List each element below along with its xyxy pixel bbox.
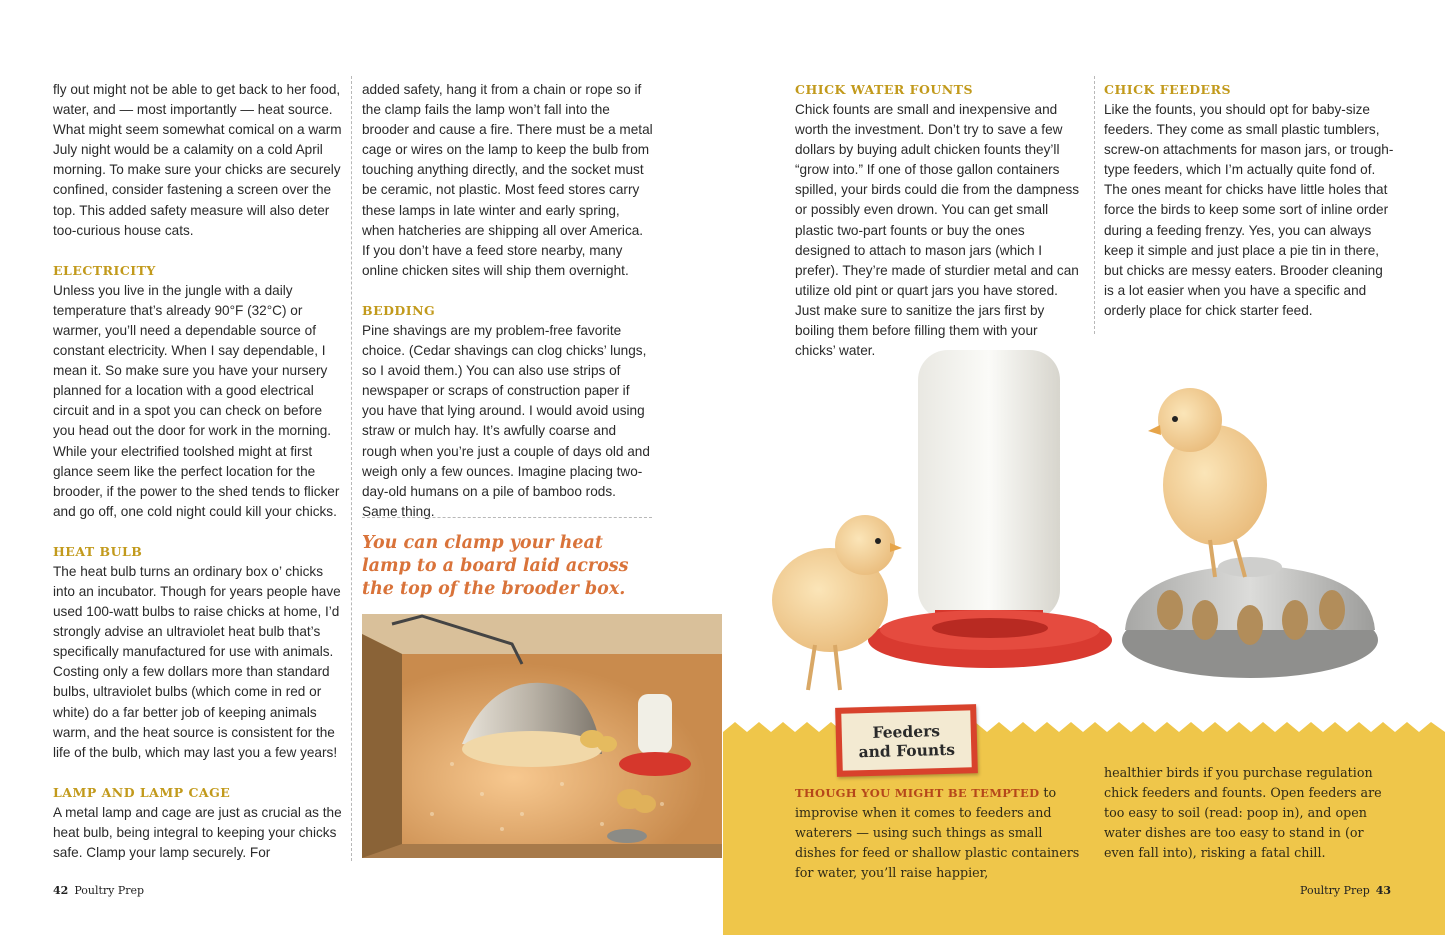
col2-intro: added safety, hang it from a chain or rope so if the clamp fails the lamp won’t fall into the brooder and cause a fire. There must be a metal cage or wires on the lamp to keep the bulb from touching anything directly, and the socket must be ceramic, not plastic. Most feed stores carry these lamps in late winter and early spring, when hatcheries are shipping all over America. If you don’t have a feed store nearby, many online chicken sites will ship them overnight. — [362, 82, 653, 278]
folio-left — [53, 884, 144, 897]
column-1 — [53, 80, 343, 863]
chicks-illustration — [760, 345, 1445, 725]
panel-text-left — [795, 783, 1085, 883]
column-3 — [795, 80, 1080, 361]
folio-right — [1300, 884, 1397, 897]
heading-chick-water-founts: CHICK WATER FOUNTS — [795, 82, 974, 97]
panel-right-body: healthier birds if you purchase regulation chick feeders and founts. Open feeders are too easy to soil (read: poop in), and open water dishes are too easy to stand in (or even fall into), risking a fatal chill. — [1104, 765, 1382, 860]
page-number-right: 43 — [1375, 884, 1392, 897]
column-divider-2 — [1094, 76, 1095, 334]
running-title-right: Poultry Prep — [1300, 884, 1370, 897]
heading-chick-feeders: CHICK FEEDERS — [1104, 82, 1231, 97]
brooder-illustration — [362, 614, 722, 858]
pull-quote: You can clamp your heat lamp to a board laid across the top of the brooder box. — [362, 533, 629, 599]
heading-bedding: BEDDING — [362, 302, 436, 318]
column-divider-1 — [351, 76, 352, 861]
heading-electricity: ELECTRICITY — [53, 262, 156, 278]
lamp-body: A metal lamp and cage are just as crucial as the heat bulb, being integral to keeping your chicks safe. Clamp your lamp securely. For — [53, 804, 342, 860]
pull-quote-rule — [362, 517, 652, 518]
panel-text-right — [1104, 763, 1396, 863]
column-2 — [362, 80, 654, 522]
chicks-feeder-photo — [760, 345, 1445, 725]
page-number-left: 42 — [53, 884, 69, 897]
feeder-body: Like the founts, you should opt for baby-size feeders. They come as small plastic tumblers, screw-on attachments for mason jars, or trough-type feeders, which I’m actually quite fond of. The ones meant for chicks have little holes that force the birds to keep some sort of inline order during a feeding frenzy. Yes, you can always keep it simple and just place a pie tin in there, but chicks are messy eaters. Brooder cleaning is a lot easier when you have a specific and orderly place for chick starter feed. — [1104, 102, 1394, 318]
heat-bulb-body: The heat bulb turns an ordinary box o’ chicks into an incubator. Though for years people have used 100-watt bulbs to raise chicks at home, I’d strongly advise an ultraviolet heat bulb that’s specifically manufactured for use with animals. Costing only a few dollars more than standard bulbs, ultraviolet bulbs (which come in red or white) do a far better job of keeping animals warm, and the heat source is consistent for the life of the bulb, which may last you a few years! — [53, 563, 341, 760]
panel-left-body: to improvise when it comes to feeders and waterers — using such things as small dishes for feed or shallow plastic containers for water, you’ll raise happier, — [795, 785, 1080, 880]
brooder-box-photo — [362, 614, 722, 858]
label-line-1: Feeders — [872, 720, 941, 742]
fount-body: Chick founts are small and inexpensive and worth the investment. Don’t try to save a few dollars by buying adult chicken founts they’ll “grow into.” If one of those gallon containers spilled, your birds could die from the dampness or possibly even drown. You can get small plastic two-part founts or buy the ones designed to attach to mason jars (which I prefer). They’re made of sturdier metal and can utilize old pint or quart jars you have stored. Just make sure to sanitize the jars first by boiling them before filling them with your chicks’ water. — [795, 102, 1080, 359]
label-line-2: and Founts — [858, 739, 956, 761]
heading-lamp-cage: LAMP AND LAMP CAGE — [53, 784, 231, 800]
feeders-founts-label — [835, 704, 978, 777]
running-title-left: Poultry Prep — [74, 884, 145, 897]
electricity-body: Unless you live in the jungle with a daily temperature that’s already 90°F (32°C) or warmer, you’ll need a dependable source of constant electricity. When I say dependable, I mean it. So make sure you have your nursery planned for a location with a good electrical circuit and in a spot you can check on before you head out the door for work in the morning. While your electrified toolshed might at first glance seem like the perfect location for the brooder, if the power to the shed tends to flicker and go off, one cold night could kill your chicks. — [53, 282, 340, 519]
panel-lead-in: THOUGH YOU MIGHT BE TEMPTED — [795, 786, 1040, 800]
col1-intro: fly out might not be able to get back to her food, water, and — most importantly — heat source. What might seem somewhat comical on a warm July night would be a calamity on a cold April morning. To make sure your chicks are securely confined, consider fastening a screen over the top. This added safety measure will also deter too-curious house cats. — [53, 82, 342, 238]
bedding-body: Pine shavings are my problem-free favorite choice. (Cedar shavings can clog chicks’ lungs, so I avoid them.) You can also use strips of newspaper or scraps of construction paper if you have that lying around. I would avoid using straw or mulch hay. It’s awfully coarse and rough when you’re just a couple of days old and weigh only a few ounces. Imagine placing two-day-old humans on a pile of bamboo rods. Same thing. — [362, 322, 650, 519]
column-4 — [1104, 80, 1396, 321]
heading-heat-bulb: HEAT BULB — [53, 543, 143, 559]
